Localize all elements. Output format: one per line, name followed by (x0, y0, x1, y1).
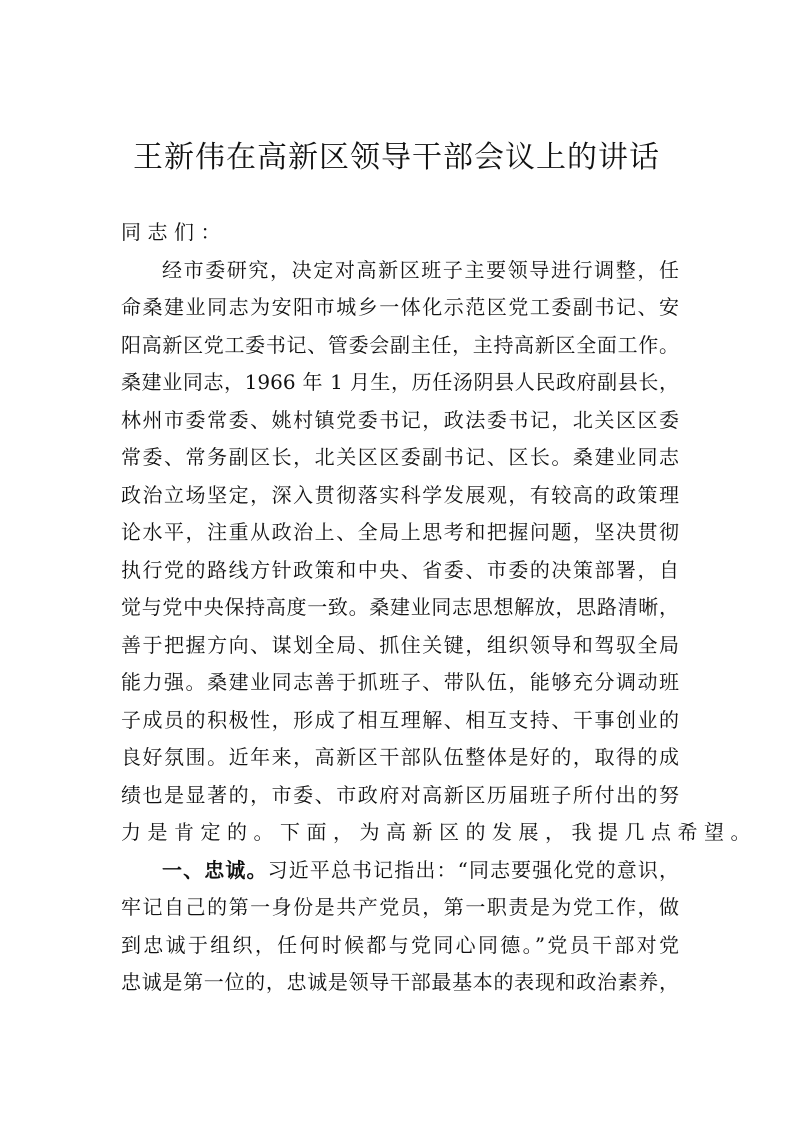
section-text: 习近平总书记指出：“同志要强化党的意识， (267, 857, 679, 882)
paragraph-line: 善于把握方向、谋划全局、抓住关键，组织领导和驾驭全局 (121, 632, 679, 657)
section-first-line (121, 852, 679, 890)
paragraph-line: 绩也是显著的，市委、市政府对高新区历届班子所付出的努 (121, 782, 679, 807)
paragraph-line: 执行党的路线方针政策和中央、省委、市委的决策部署，自 (121, 557, 679, 582)
paragraph-line: 政治立场坚定，深入贯彻落实科学发展观，有较高的政策理 (121, 482, 679, 507)
paragraph-line: 林州市委常委、姚村镇党委书记，政法委书记，北关区区委 (121, 407, 679, 432)
paragraph-line: 到忠诚于组织，任何时候都与党同心同德。”党员干部对党 (121, 932, 679, 957)
paragraph-line: 觉与党中央保持高度一致。桑建业同志思想解放，思路清晰， (121, 595, 679, 619)
section-loyalty (121, 852, 679, 1002)
section-heading: 一、忠诚。 (162, 857, 268, 882)
paragraph-line: 子成员的积极性，形成了相互理解、相互支持、干事创业的 (121, 707, 679, 732)
paragraph-appointment (121, 252, 757, 852)
paragraph-line: 牢记自己的第一身份是共产党员，第一职责是为党工作，做 (121, 895, 679, 919)
paragraph-line: 常委、常务副区长，北关区区委副书记、区长。桑建业同志 (121, 445, 679, 469)
paragraph-line: 能力强。桑建业同志善于抓班子、带队伍，能够充分调动班 (121, 670, 679, 694)
document-title: 王新伟在高新区领导干部会议上的讲话 (133, 140, 660, 175)
paragraph-line: 论水平，注重从政治上、全局上思考和把握问题，坚决贯彻 (121, 520, 679, 544)
paragraph-line: 经市委研究，决定对高新区班子主要领导进行调整，任 (162, 257, 679, 282)
paragraph-line: 阳高新区党工委书记、管委会副主任，主持高新区全面工作。 (121, 332, 679, 357)
paragraph-line: 忠诚是第一位的，忠诚是领导干部最基本的表现和政治素养， (121, 970, 679, 994)
document-body (121, 214, 757, 1002)
paragraph-line: 桑建业同志，1966 年 1 月生，历任汤阴县人民政府副县长， (121, 370, 679, 394)
paragraph-line: 命桑建业同志为安阳市城乡一体化示范区党工委副书记、安 (121, 295, 679, 319)
salutation: 同志们： (121, 220, 227, 244)
paragraph-line: 良好氛围。近年来，高新区干部队伍整体是好的，取得的成 (121, 745, 679, 769)
paragraph-line: 力是肯定的。下面，为高新区的发展，我提几点希望。 (121, 820, 757, 844)
